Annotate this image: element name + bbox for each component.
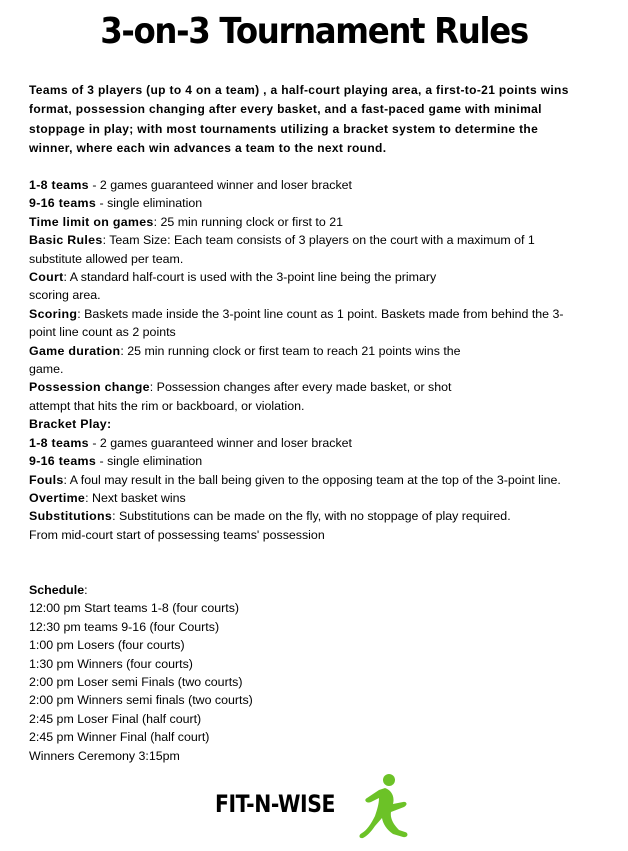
rule-label: Bracket Play: (29, 417, 112, 432)
rule-label: 9-16 teams (29, 454, 97, 469)
page-title: 3-on-3 Tournament Rules (100, 11, 528, 52)
rule-text: game. (29, 362, 64, 377)
rule-line (29, 360, 589, 378)
rule-line (29, 489, 589, 507)
rule-line (29, 305, 589, 342)
rule-text: : Possession changes after every made basket, or shot (149, 380, 452, 395)
schedule-section (29, 581, 429, 765)
rule-text: : Baskets made inside the 3-point line count as 1 point. Baskets made from behind the 3-point line count as 2 points (29, 306, 564, 340)
schedule-item: 2:45 pm Loser Final (half court) (29, 711, 202, 726)
schedule-item: 2:00 pm Loser semi Finals (two courts) (29, 675, 243, 690)
schedule-heading-label: Schedule (29, 583, 85, 597)
rules-list (29, 176, 589, 544)
schedule-items (29, 599, 429, 765)
rule-line (29, 194, 589, 212)
rule-text: - single elimination (96, 454, 203, 469)
rule-label: Fouls (29, 472, 64, 487)
rule-label: 1-8 teams (29, 178, 89, 192)
rule-text: attempt that hits the rim or backboard, or violation. (29, 398, 305, 413)
rule-text: From mid-court start of possessing teams' possession (29, 527, 325, 542)
rule-line (29, 342, 589, 360)
rule-text: : 25 min running clock or first team to reach 21 points wins the (120, 343, 461, 358)
rule-line (29, 415, 589, 433)
schedule-item: 12:30 pm teams 9-16 (four Courts) (29, 619, 220, 634)
rule-label: 9-16 teams (29, 196, 97, 211)
rule-line (29, 378, 589, 396)
schedule-item: 2:00 pm Winners semi finals (two courts) (29, 693, 253, 708)
schedule-heading-colon: : (84, 583, 88, 597)
rule-text: : 25 min running clock or first to 21 (153, 214, 343, 229)
rule-text: scoring area. (29, 288, 101, 303)
rule-text: : Substitutions can be made on the fly, with no stoppage of play required. (112, 509, 511, 524)
rule-text: : Next basket wins (85, 490, 186, 505)
rule-line (29, 434, 589, 452)
schedule-item: 12:00 pm Start teams 1-8 (four courts) (29, 601, 240, 616)
logo-wordmark: FIT-N-WISE (215, 790, 336, 818)
rule-label: 1-8 teams (29, 435, 89, 450)
rule-text: : A standard half-court is used with the 3-point line being the primary (63, 270, 437, 285)
rule-line (29, 286, 589, 304)
schedule-item: 1:30 pm Winners (four courts) (29, 656, 193, 671)
rule-text: : Team Size: Each team consists of 3 players on the court with a maximum of 1 substitute allowed per team. (29, 233, 535, 266)
schedule-item: Winners Ceremony 3:15pm (29, 748, 180, 763)
rule-line (29, 526, 589, 544)
rule-line (29, 213, 589, 231)
rule-label: Scoring (29, 306, 78, 321)
rule-text: : A foul may result in the ball being given to the opposing team at the top of the 3-point line. (63, 472, 561, 487)
running-figure-icon (355, 772, 415, 842)
rule-label: Court (29, 270, 64, 285)
rule-label: Game duration (29, 343, 121, 358)
running-figure-shape (359, 774, 407, 838)
rule-label: Time limit on games (29, 214, 154, 229)
schedule-heading (29, 581, 429, 599)
rule-text: - 2 games guaranteed winner and loser bracket (88, 178, 352, 192)
rule-line (29, 268, 589, 286)
rule-label: Possession change (29, 380, 150, 395)
rule-label: Substitutions (29, 509, 113, 524)
schedule-item: 1:00 pm Losers (four courts) (29, 638, 185, 653)
rule-label: Basic Rules (29, 233, 103, 248)
intro-paragraph: Teams of 3 players (up to 4 on a team) , a half-court playing area, a first-to-21 points wins format, possession changing after every basket, and a fast-paced game with minimal stoppage in play; with most tournaments utilizing a bracket system to determine the winner, where each win advances a team to the next round. (29, 83, 569, 155)
rule-line (29, 507, 589, 525)
rule-label: Overtime (29, 490, 86, 505)
rule-text: - single elimination (96, 196, 203, 211)
fit-n-wise-logo (215, 772, 415, 842)
rule-text: - 2 games guaranteed winner and loser bracket (88, 435, 352, 450)
rule-line (29, 452, 589, 470)
rule-line (29, 397, 589, 415)
rule-line (29, 176, 589, 194)
schedule-item: 2:45 pm Winner Final (half court) (29, 730, 210, 745)
rule-line (29, 471, 589, 489)
rule-line (29, 231, 589, 268)
